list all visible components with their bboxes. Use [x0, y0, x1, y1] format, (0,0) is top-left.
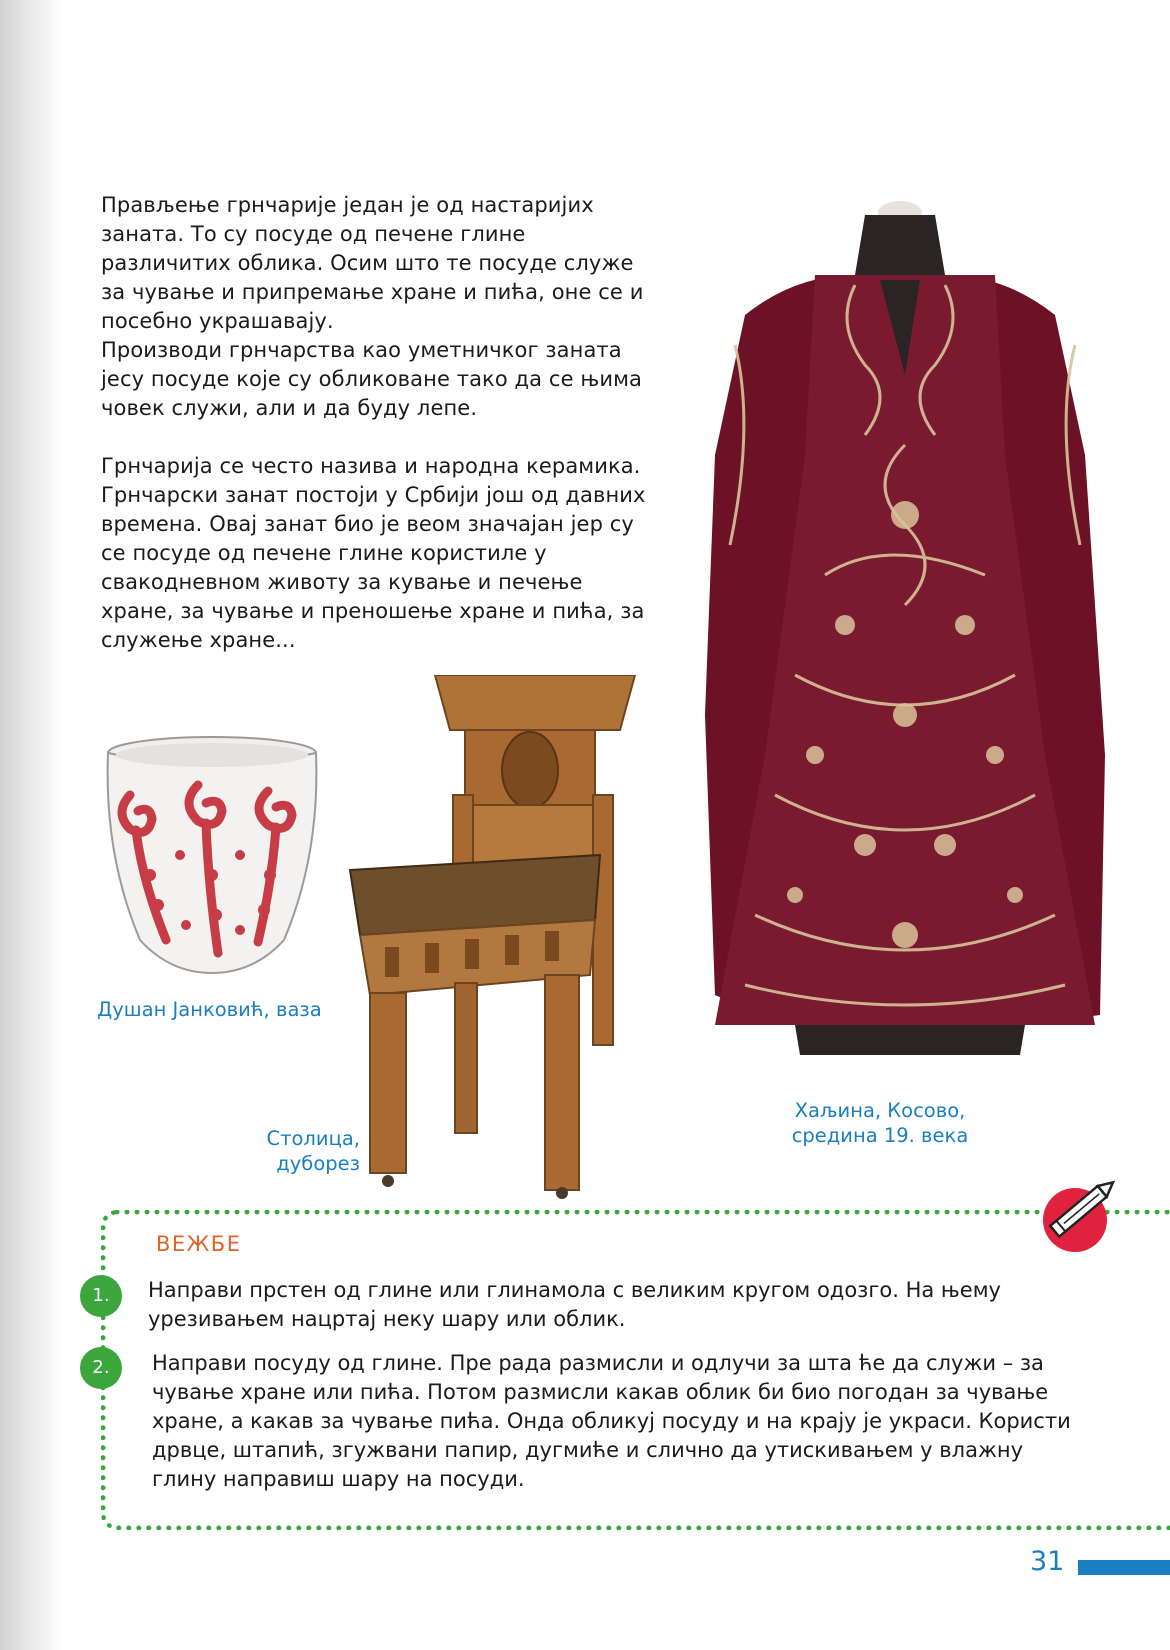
- dress-caption-line-1: Хаљина, Косово,: [794, 1099, 966, 1122]
- chair-image: [345, 675, 655, 1200]
- vase-image: [100, 735, 325, 980]
- dress-caption-line-2: средина 19. века: [791, 1124, 969, 1147]
- page-number-bar: [1078, 1560, 1170, 1575]
- vase-caption: Душан Јанковић, ваза: [97, 998, 322, 1021]
- dress-image: [705, 195, 1113, 1085]
- page-number: 31: [1030, 1546, 1065, 1577]
- exercise-text-1: Направи прстен од глине или глинамола с великим кругом одозго. На њему урезивањем нацртај неку шару или облик.: [148, 1278, 1001, 1331]
- pencil-icon: [1035, 1165, 1125, 1255]
- intro-paragraph-2: Производи грнчарства као уметничког заната јесу посуде које су обликоване тако да се њима човек служи, али и да буду лепе.: [101, 338, 642, 420]
- exercise-number-2: 2.: [80, 1347, 122, 1389]
- book-spine-shadow: [0, 0, 62, 1650]
- intro-paragraph-1: Прављење грнчарије један је од настаријих заната. То су посуде од печене глине различитих облика. Осим што те посуде служе за чување и припремање хране и пића, оне се и посебно украшавају.: [101, 193, 644, 333]
- exercises-title: ВЕЖБЕ: [156, 1232, 242, 1256]
- exercise-text-2: Направи посуду од глине. Пре рада размисли и одлучи за шта ће да служи – за чување хране или пића. Потом размисли какав облик би био погодан за чување хране, а какав за чување пића. Онда обликуј посуду и на крају је украси. Користи дрвце, штапић, згужвани папир, дугмиће и слично да утискивањем у влажну глину направиш шару на посуди.: [152, 1351, 1071, 1491]
- chair-caption: [260, 1126, 360, 1176]
- chair-caption-line-1: Столица,: [266, 1127, 360, 1150]
- intro-text: [101, 191, 661, 655]
- dress-caption: [780, 1098, 980, 1148]
- intro-paragraph-3: Грнчарија се често назива и народна керамика. Грнчарски занат постоји у Србији још од давних времена. Овај занат био је веом значајан јер су се посуде од печене глине користиле у свакодневном животу за кување и печење хране, за чување и преношење хране и пића, за служење хране...: [101, 454, 646, 652]
- chair-caption-line-2: дуборез: [276, 1152, 360, 1175]
- exercise-number-1: 1.: [80, 1275, 122, 1317]
